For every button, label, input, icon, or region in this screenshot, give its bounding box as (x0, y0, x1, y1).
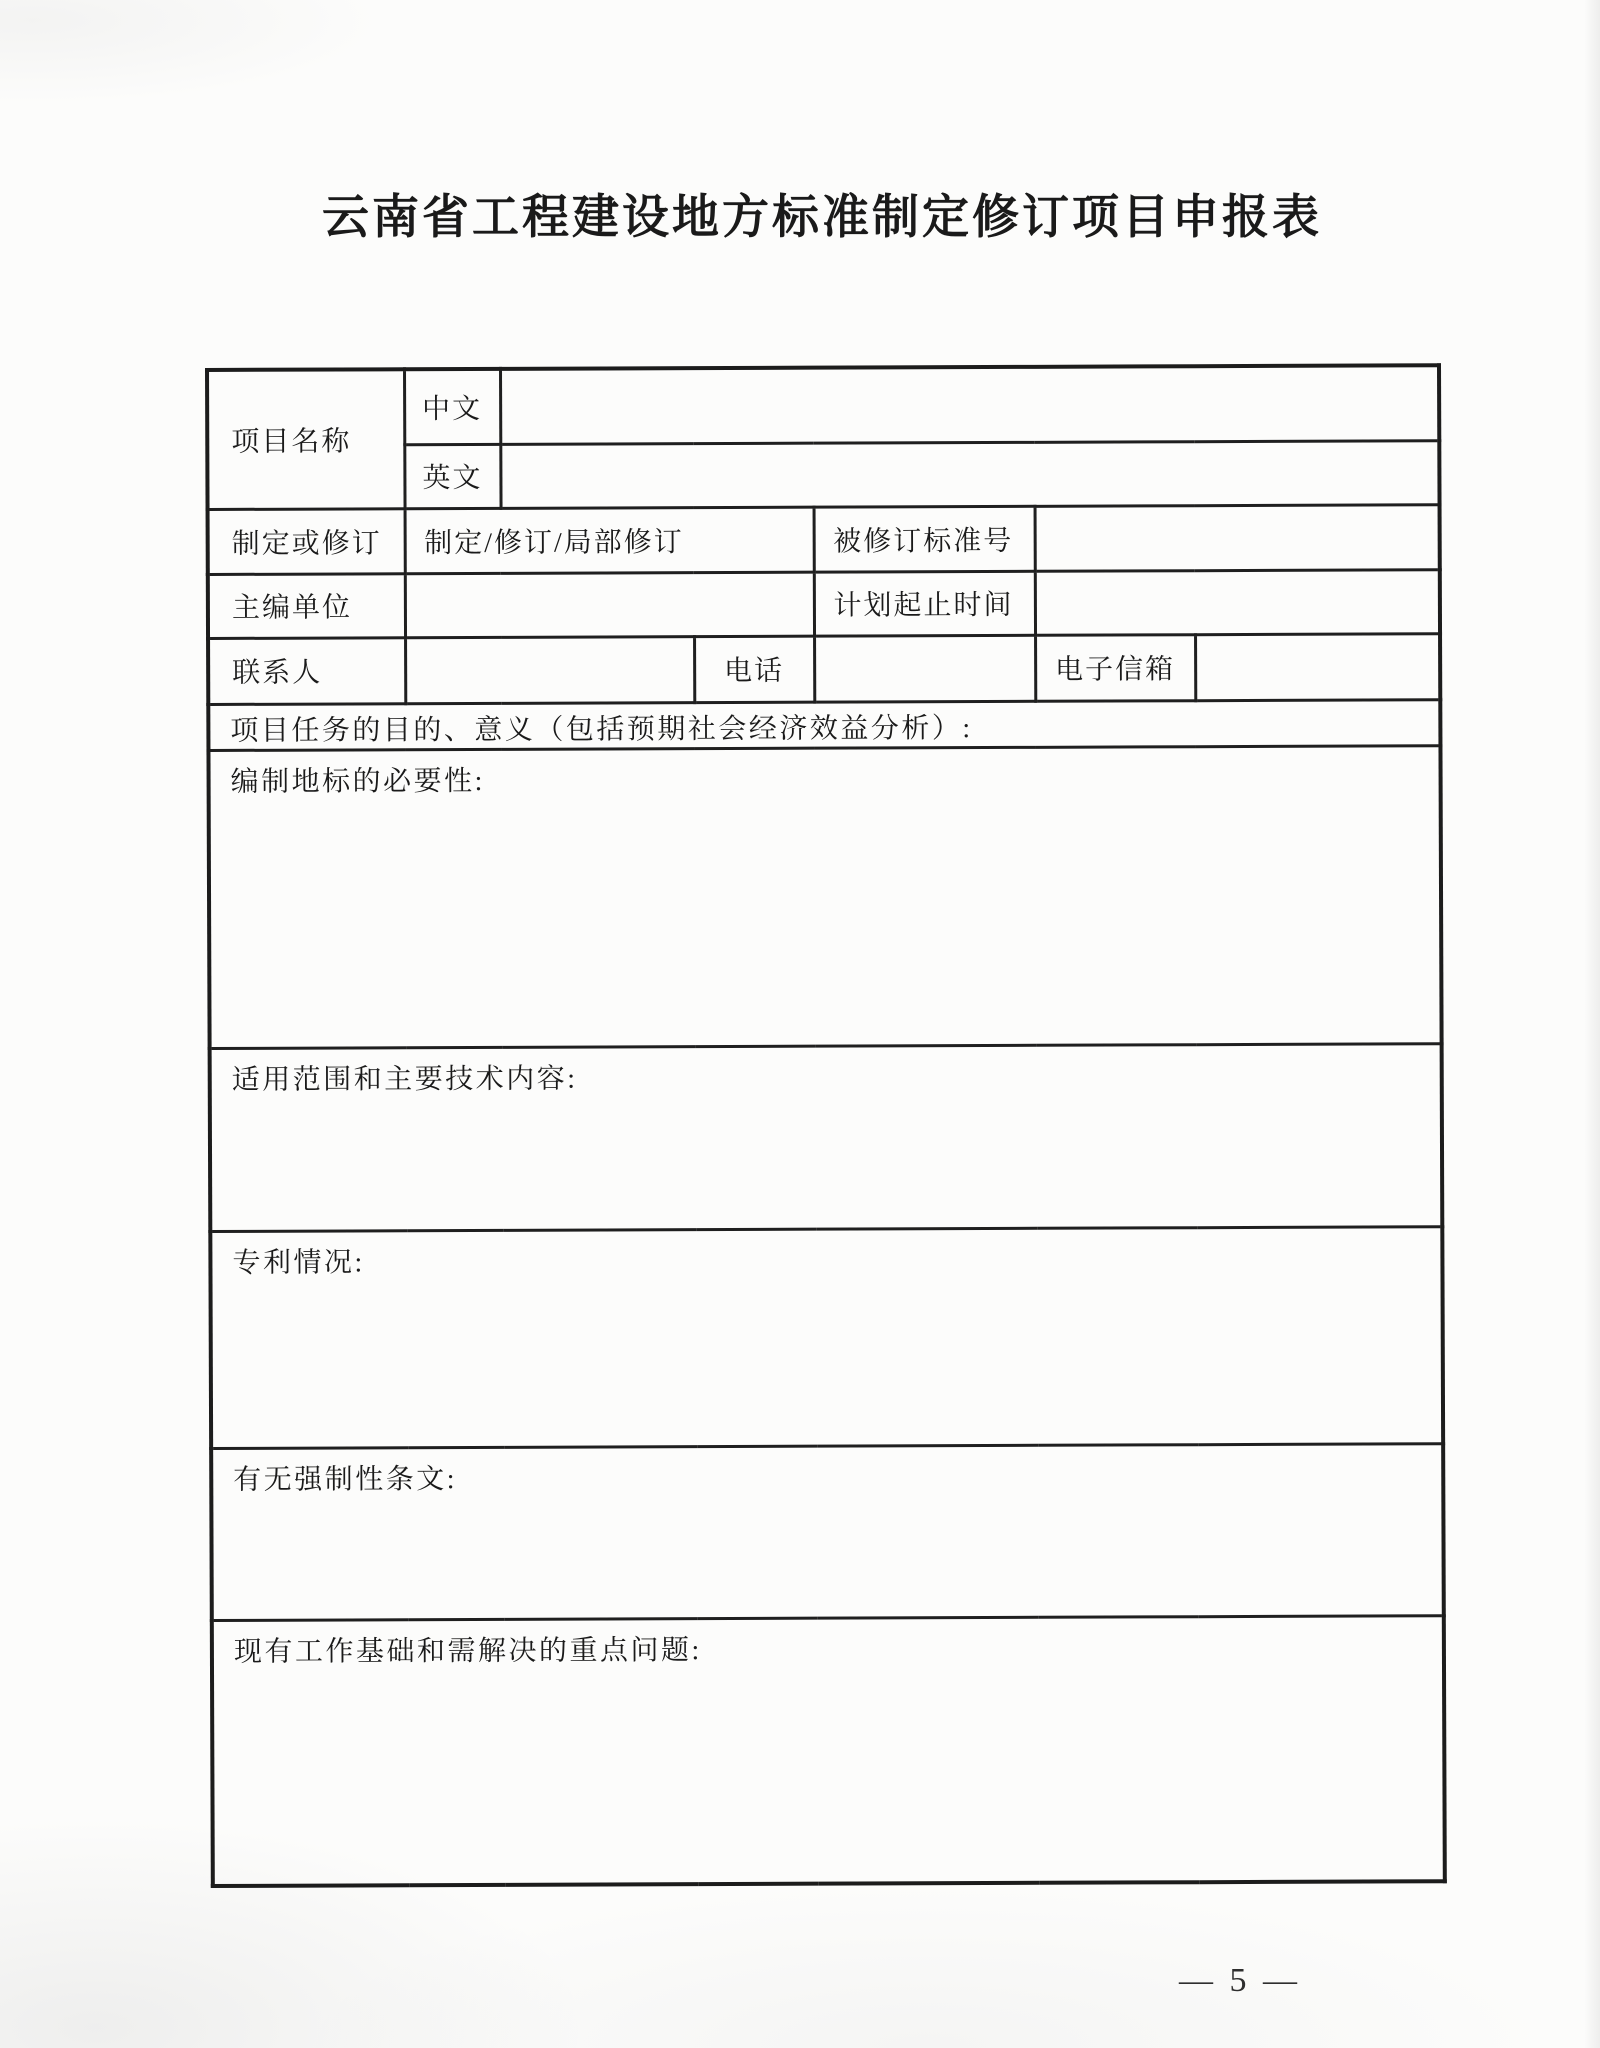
schedule-label-cell: 计划起止时间 (814, 571, 1035, 636)
phone-value-cell (814, 635, 1035, 702)
section-patent-cell (210, 1226, 1443, 1448)
email-label-cell: 电子信箱 (1035, 634, 1195, 701)
project-name-en-label-cell: 英文 (404, 444, 500, 508)
section-basis-cell (212, 1615, 1445, 1886)
section-necessity-label: 编制地标的必要性: (230, 765, 485, 798)
form-title: 云南省工程建设地方标准制定修订项目申报表 (322, 192, 1322, 244)
section-necessity-cell (208, 745, 1441, 1048)
section-basis-label: 现有工作基础和需解决的重点问题: (233, 1634, 702, 1668)
section-mandatory-cell (211, 1443, 1444, 1620)
project-name-zh-label-cell: 中文 (404, 369, 500, 444)
contact-label-cell: 联系人 (208, 637, 405, 704)
contact-value-cell (405, 636, 694, 703)
email-value-cell (1195, 633, 1440, 700)
section-purpose-label: 项目任务的目的、意义（包括预期社会经济效益分析）: (230, 712, 973, 747)
project-name-label-cell: 项目名称 (207, 369, 405, 509)
revision-type-value-cell: 制定/修订/局部修订 (405, 507, 814, 574)
project-name-zh-value-cell (500, 365, 1439, 444)
section-mandatory-label: 有无强制性条文: (233, 1463, 458, 1496)
phone-label-cell: 电话 (694, 636, 814, 702)
revision-type-label-cell: 制定或修订 (208, 508, 405, 574)
chief-editor-value-cell (405, 572, 814, 638)
page-number: — 5 — (1179, 1962, 1301, 1999)
chief-editor-label-cell: 主编单位 (208, 573, 405, 638)
revised-standard-no-value-cell (1035, 504, 1440, 571)
revised-standard-no-label-cell: 被修订标准号 (814, 506, 1035, 572)
section-scope-label: 适用范围和主要技术内容: (231, 1063, 578, 1096)
section-patent-label: 专利情况: (232, 1246, 365, 1279)
project-name-en-value-cell (500, 440, 1439, 508)
schedule-value-cell (1035, 569, 1440, 635)
section-scope-cell (210, 1043, 1443, 1231)
application-form-table (205, 363, 1447, 1888)
section-purpose-cell (208, 699, 1440, 750)
